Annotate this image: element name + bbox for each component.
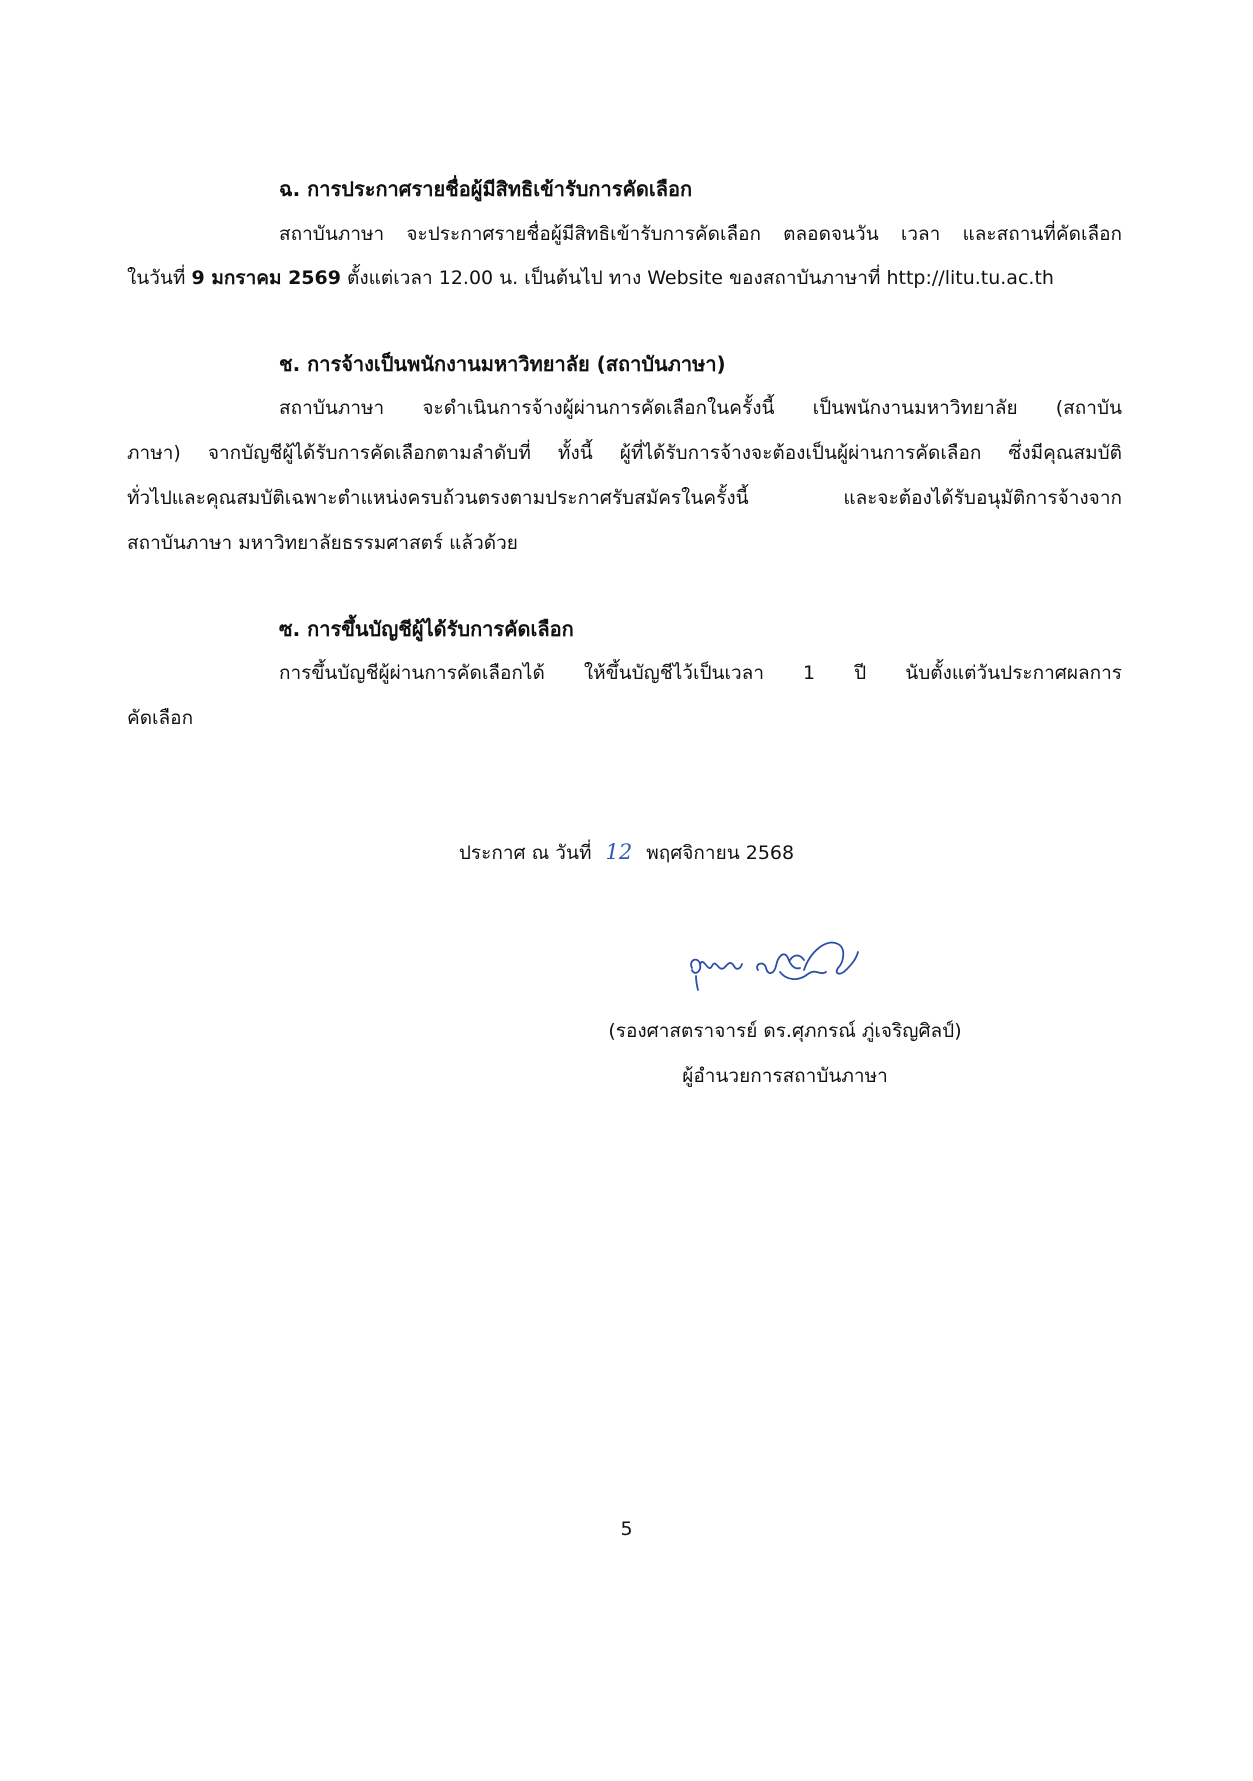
selection-date: 9 มกราคม 2569 (191, 267, 341, 289)
section-ch-line-3: ทั่วไปและคุณสมบัติเฉพาะตำแหน่งครบถ้วนตรงตามประกาศรับสมัครในครั้งนี้ และจะต้องได้รับอนุมัติการจ้างจาก (127, 487, 1122, 509)
section-f-line-2 (127, 264, 1054, 292)
page-number: 5 (620, 1518, 633, 1540)
signature-image (670, 930, 900, 1000)
signer-name: (รองศาสตราจารย์ ดร.ศุภกรณ์ ภู่เจริญศิลป์) (608, 1020, 962, 1042)
announcement-prefix: ประกาศ ณ วันที่ (458, 842, 592, 864)
announcement-suffix: พฤศจิกายน 2568 (646, 842, 795, 864)
signer-position: ผู้อำนวยการสถาบันภาษา (682, 1065, 888, 1087)
section-ch-line-4: สถาบันภาษา มหาวิทยาลัยธรรมศาสตร์ แล้วด้วย (127, 532, 518, 554)
section-ch-line-2: ภาษา) จากบัญชีผู้ได้รับการคัดเลือกตามลำดับที่ ทั้งนี้ ผู้ที่ได้รับการจ้างจะต้องเป็นผู้ผ่านการคัดเลือก ซึ่งมีคุณสมบัติ (127, 442, 1122, 464)
announcement-day: 12 (605, 840, 633, 864)
section-sor-line-1: การขึ้นบัญชีผู้ผ่านการคัดเลือกได้ ให้ขึ้นบัญชีไว้เป็นเวลา 1 ปี นับตั้งแต่วันประกาศผลการ (279, 662, 1122, 684)
section-sor-heading: ซ. การขึ้นบัญชีผู้ได้รับการคัดเลือก (279, 617, 574, 641)
section-f-line-1: สถาบันภาษา จะประกาศรายชื่อผู้มีสิทธิเข้ารับการคัดเลือก ตลอดจนวัน เวลา และสถานที่คัดเลือก (279, 223, 1122, 245)
section-f-line-2-prefix: ในวันที่ (127, 267, 192, 289)
announcement-date-line (0, 838, 1253, 867)
section-ch-heading: ช. การจ้างเป็นพนักงานมหาวิทยาลัย (สถาบันภาษา) (279, 352, 726, 376)
section-sor-line-2: คัดเลือก (127, 707, 194, 729)
section-ch-line-1: สถาบันภาษา จะดำเนินการจ้างผู้ผ่านการคัดเลือกในครั้งนี้ เป็นพนักงานมหาวิทยาลัย (สถาบัน (279, 397, 1122, 419)
section-f-heading: ฉ. การประกาศรายชื่อผู้มีสิทธิเข้ารับการคัดเลือก (279, 177, 693, 201)
section-f-line-2-suffix: ตั้งแต่เวลา 12.00 น. เป็นต้นไป ทาง Website ของสถาบันภาษาที่ http://litu.tu.ac.th (340, 267, 1054, 289)
